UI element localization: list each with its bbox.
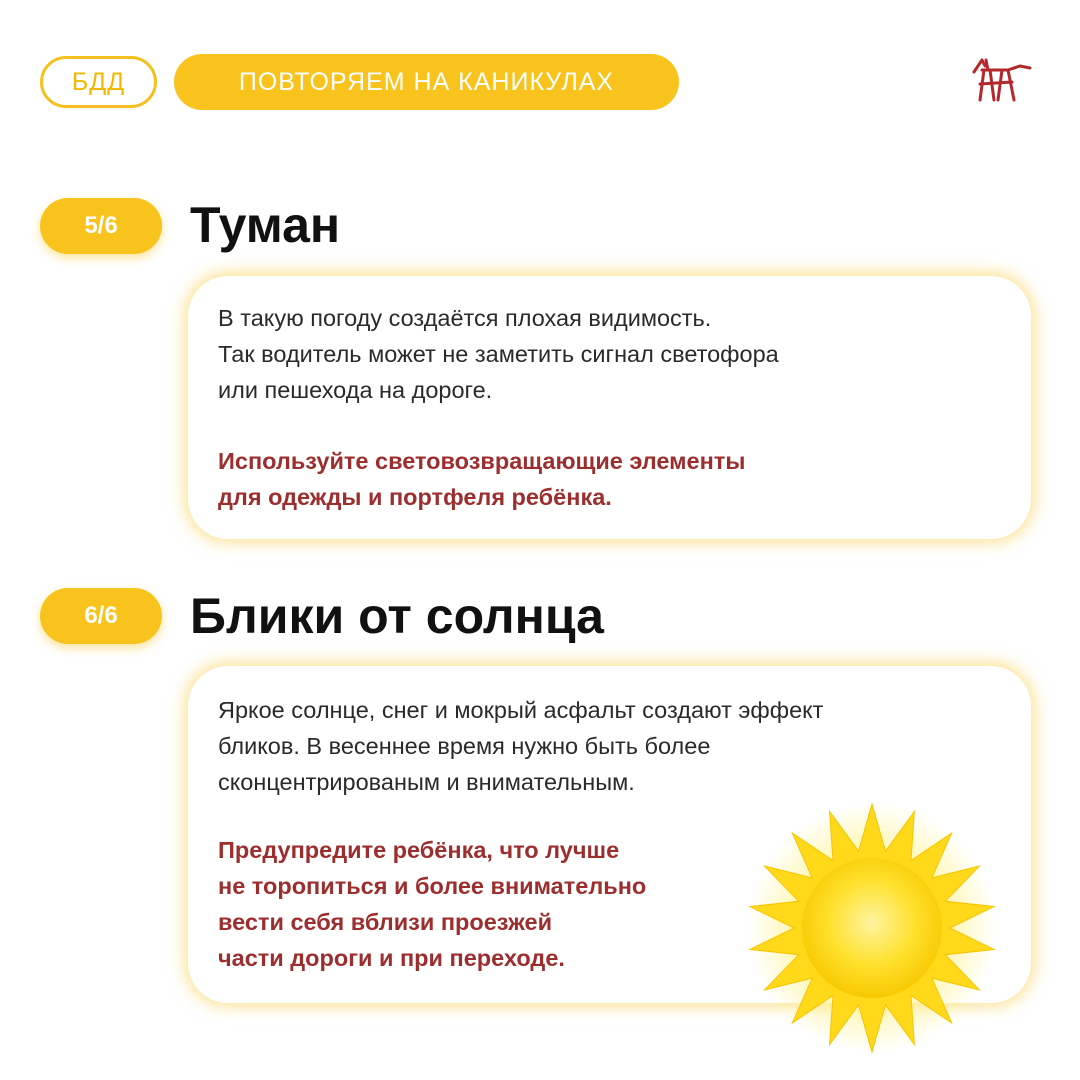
holiday-repeat-tag: ПОВТОРЯЕМ НА КАНИКУЛАХ: [174, 54, 679, 110]
bdd-tag: БДД: [40, 56, 157, 108]
sun-icon: [742, 798, 1002, 1058]
step-badge-5-of-6: 5/6: [40, 198, 162, 254]
section-title-fog: Туман: [190, 197, 341, 253]
sun-glare-safety-tip: Предупредите ребёнка, что лучше не торопиться и более внимательно вести себя вблизи проезжей части дороги и при переходе.: [218, 837, 647, 971]
section-title-sun-glare: Блики от солнца: [190, 588, 604, 644]
fog-safety-tip: Используйте световозвращающие элементы для одежды и портфеля ребёнка.: [218, 448, 746, 510]
step-badge-6-of-6: 6/6: [40, 588, 162, 644]
fog-description: В такую погоду создаётся плохая видимость. Так водитель может не заметить сигнал светофора или пешехода на дороге.: [218, 305, 779, 403]
fog-info-card: [188, 276, 1031, 539]
sun-glare-description: Яркое солнце, снег и мокрый асфальт создают эффект бликов. В весеннее время нужно быть более сконцентрированым и внимательным.: [218, 697, 824, 795]
horse-logo-icon: [968, 48, 1034, 106]
